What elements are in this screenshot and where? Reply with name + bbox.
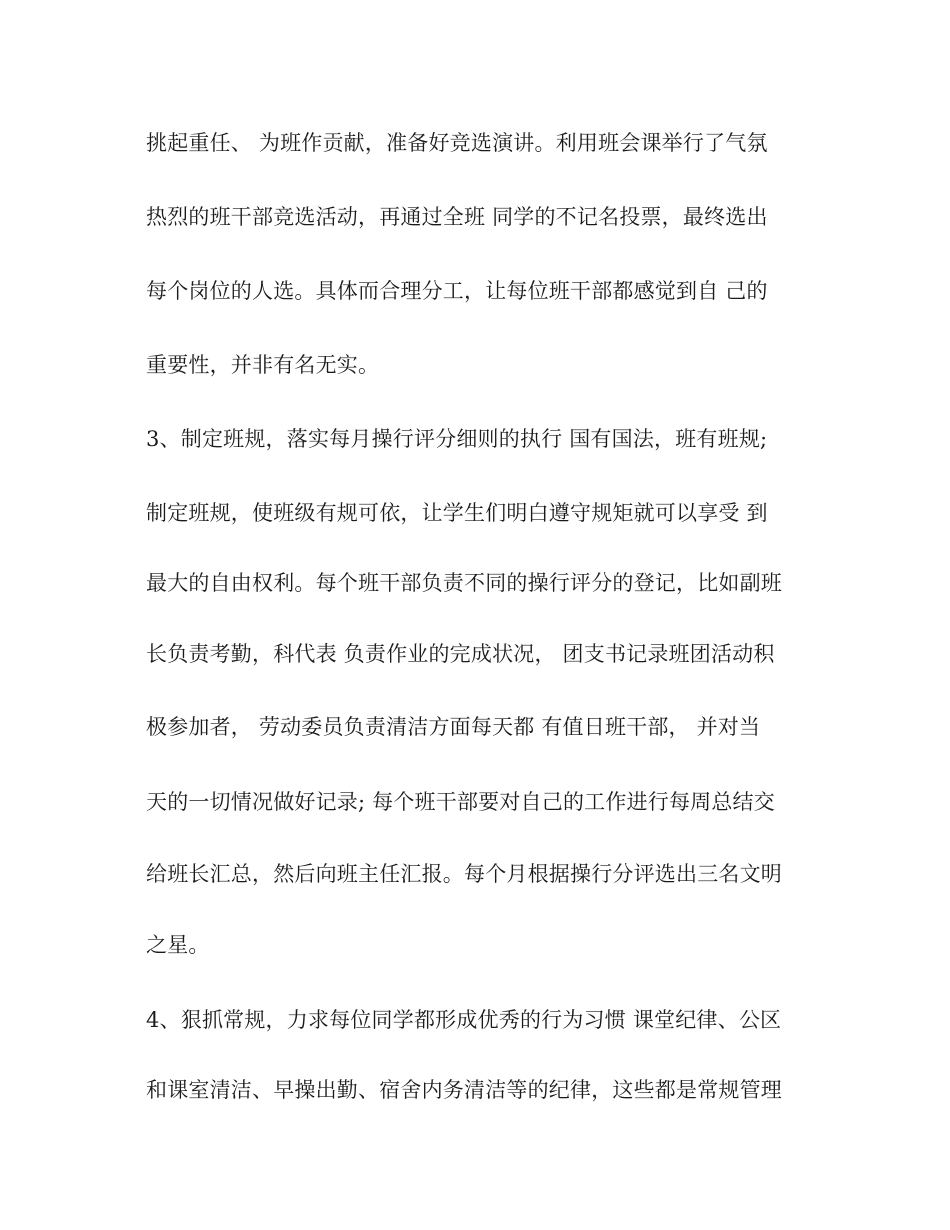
text-line: 和课室清洁、早操出勤、宿舍内务清洁等的纪律，这些都是常规管理 [146,1078,782,1102]
text-line: 制定班规，使班级有规可依，让学生们明白遵守规矩就可以享受 到 [146,501,768,525]
text-line: 每个岗位的人选。具体而合理分工，让每位班干部都感觉到自 己的 [146,279,768,303]
text-line: 给班长汇总，然后向班主任汇报。每个月根据操行分评选出三名文明 [146,862,782,886]
text-line: 4、狠抓常规，力求每位同学都形成优秀的行为习惯 课堂纪律、公区 [146,1008,782,1032]
text-line: 之星。 [146,933,210,957]
text-line: 天的一切情况做好记录; 每个班干部要对自己的工作进行每周总结交 [146,790,775,814]
text-line: 3、制定班规，落实每月操行评分细则的执行 国有国法，班有班规; [146,427,768,451]
text-line: 挑起重任、 为班作贡献，准备好竞选演讲。利用班会课举行了气氛 [146,131,768,155]
text-line: 极参加者， 劳动委员负责清洁方面每天都 有值日班干部， 并对当 [146,715,761,739]
text-line: 最大的自由权利。每个班干部负责不同的操行评分的登记，比如副班 [146,571,782,595]
text-line: 重要性，并非有名无实。 [146,353,380,377]
text-line: 长负责考勤，科代表 负责作业的完成状况， 团支书记录班团活动积 [146,642,775,666]
text-line: 热烈的班干部竞选活动，再通过全班 同学的不记名投票，最终选出 [146,205,768,229]
